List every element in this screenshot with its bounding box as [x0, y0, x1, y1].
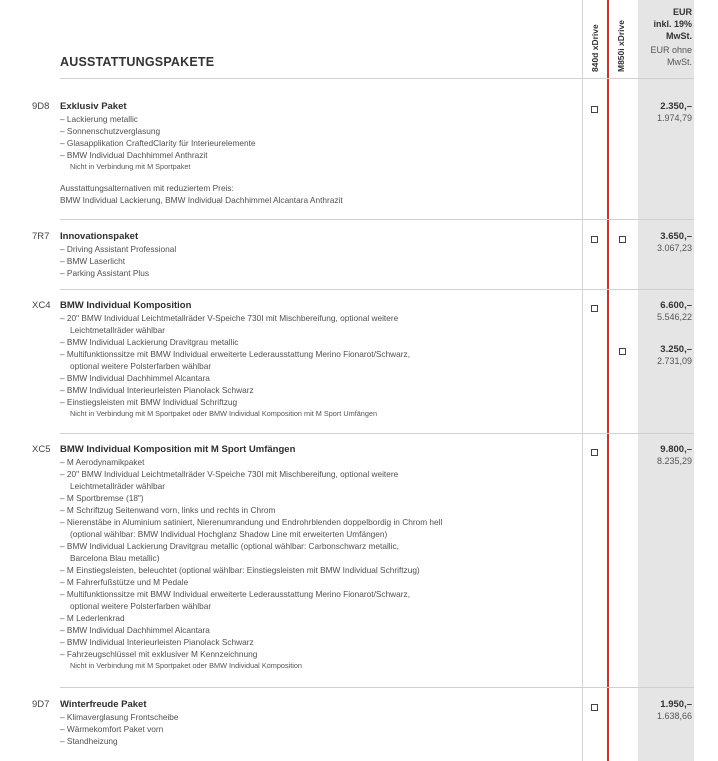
- package-item: – Standheizung: [60, 736, 118, 746]
- price-net: 1.974,79: [656, 113, 692, 123]
- package-item: – BMW Laserlicht: [60, 256, 126, 266]
- package-item: – BMW Individual Dachhimmel Anthrazit: [60, 150, 208, 160]
- package-item: – Parking Assistant Plus: [60, 268, 150, 278]
- price-gross: 1.950,–: [660, 699, 692, 710]
- availability-checkbox-840d: [591, 704, 598, 711]
- price-gross: 6.600,–: [660, 300, 692, 311]
- currency-gross-line2: inkl. 19%: [653, 19, 692, 29]
- package-name: Winterfreude Paket: [60, 699, 147, 710]
- row-divider: [60, 433, 694, 434]
- package-note: Nicht in Verbindung mit M Sportpaket oder BMW Individual Komposition: [70, 661, 302, 670]
- package-item: – Driving Assistant Professional: [60, 244, 177, 254]
- row-divider: [60, 289, 694, 290]
- package-item: – Multifunktionssitze mit BMW Individual erweiterte Lederausstattung Merino Fionarot/Schwarz,: [60, 349, 411, 359]
- column-divider-left: [582, 0, 583, 761]
- package-item: – M Einstiegsleisten, beleuchtet (optional wählbar: Einstiegsleisten mit BMW Individual Schriftzug): [60, 565, 420, 575]
- package-name: Innovationspaket: [60, 231, 139, 242]
- package-item: – Einstiegsleisten mit BMW Individual Schriftzug: [60, 397, 238, 407]
- currency-net-line1: EUR ohne: [650, 45, 692, 55]
- package-item: – Sonnenschutzverglasung: [60, 126, 161, 136]
- package-items: [60, 711, 580, 747]
- package-code: 9D8: [32, 101, 50, 112]
- package-item: – Wärmekomfort Paket vorn: [60, 724, 164, 734]
- package-item: – M Sportbremse (18"): [60, 493, 144, 503]
- column-header-m850i: M850i xDrive: [616, 20, 626, 72]
- package-code: XC4: [32, 300, 51, 311]
- row-divider: [60, 219, 694, 220]
- price-gross: 3.650,–: [660, 231, 692, 242]
- currency-net-line2: MwSt.: [666, 57, 692, 67]
- page-title: AUSSTATTUNGSPAKETE: [60, 55, 215, 69]
- package-item: – BMW Individual Dachhimmel Alcantara: [60, 625, 210, 635]
- availability-checkbox-840d: [591, 236, 598, 243]
- availability-checkbox-m850i: [619, 348, 626, 355]
- currency-gross-line3: MwSt.: [666, 31, 692, 41]
- price-net: 5.546,22: [656, 312, 692, 322]
- package-name: BMW Individual Komposition: [60, 300, 192, 311]
- package-item: Barcelona Blau metallic): [70, 553, 160, 563]
- package-item: – BMW Individual Lackierung Dravitgrau metallic: [60, 337, 239, 347]
- package-item: – Fahrzeugschlüssel mit exklusiver M Kennzeichnung: [60, 649, 258, 659]
- package-item: – Glasapplikation CraftedClarity für Interieurelemente: [60, 138, 256, 148]
- package-code: XC5: [32, 444, 51, 455]
- availability-checkbox-840d: [591, 106, 598, 113]
- package-item: – BMW Individual Dachhimmel Alcantara: [60, 373, 210, 383]
- package-note: Nicht in Verbindung mit M Sportpaket oder BMW Individual Komposition mit M Sport Umfängen: [70, 409, 378, 418]
- package-item: – M Lederlenkrad: [60, 613, 125, 623]
- column-header-840d: 840d xDrive: [590, 24, 600, 72]
- package-name: Exklusiv Paket: [60, 101, 127, 112]
- price-net-m850i: 2.731,09: [656, 356, 692, 366]
- header-rule: [60, 78, 694, 79]
- package-note: Nicht in Verbindung mit M Sportpaket: [70, 162, 191, 171]
- package-code: 7R7: [32, 231, 50, 242]
- availability-checkbox-840d: [591, 305, 598, 312]
- package-item: – BMW Individual Interieurleisten Pianolack Schwarz: [60, 385, 254, 395]
- package-item: – Klimaverglasung Frontscheibe: [60, 712, 179, 722]
- price-gross: 9.800,–: [660, 444, 692, 455]
- package-item: Leichtmetallräder wählbar: [70, 325, 166, 335]
- price-net: 8.235,29: [656, 456, 692, 466]
- price-net: 3.067,23: [656, 243, 692, 253]
- price-gross: 2.350,–: [660, 101, 692, 112]
- package-item: – BMW Individual Lackierung Dravitgrau metallic (optional wählbar: Carbonschwarz metallic,: [60, 541, 399, 551]
- package-item: – Nierenstäbe in Aluminium satiniert, Nierenumrandung und Endrohrblenden doppelbordig in Chrom hell: [60, 517, 443, 527]
- package-item: optional weitere Polsterfarben wählbar: [70, 361, 212, 371]
- availability-checkbox-m850i: [619, 236, 626, 243]
- price-gross-m850i: 3.250,–: [660, 344, 692, 355]
- package-items: [60, 113, 580, 206]
- package-item: – M Schriftzug Seitenwand vorn, links und rechts in Chrom: [60, 505, 276, 515]
- package-item: – 20" BMW Individual Leichtmetallräder V-Speiche 730I mit Mischbereifung, optional weitere: [60, 313, 399, 323]
- row-divider: [60, 687, 694, 688]
- package-items: [60, 243, 580, 279]
- price-net: 1.638,66: [656, 711, 692, 721]
- column-divider-red: [607, 0, 609, 761]
- package-name: BMW Individual Komposition mit M Sport Umfängen: [60, 444, 296, 455]
- package-items: [60, 456, 580, 672]
- package-item: Leichtmetallräder wählbar: [70, 481, 166, 491]
- package-item: – M Aerodynamikpaket: [60, 457, 145, 467]
- package-item: – Multifunktionssitze mit BMW Individual erweiterte Lederausstattung Merino Fionarot/Schwarz,: [60, 589, 411, 599]
- currency-gross-line1: EUR: [672, 7, 692, 17]
- package-code: 9D7: [32, 699, 50, 710]
- package-items: [60, 312, 580, 420]
- package-item: – BMW Individual Interieurleisten Pianolack Schwarz: [60, 637, 254, 647]
- package-item: optional weitere Polsterfarben wählbar: [70, 601, 212, 611]
- package-item: – 20" BMW Individual Leichtmetallräder V-Speiche 730I mit Mischbereifung, optional weitere: [60, 469, 399, 479]
- alternatives-text: BMW Individual Lackierung, BMW Individual Dachhimmel Alcantara Anthrazit: [60, 195, 343, 205]
- package-item: – Lackierung metallic: [60, 114, 138, 124]
- alternatives-title: Ausstattungsalternativen mit reduziertem Preis:: [60, 183, 234, 193]
- package-item: – M Fahrerfußstütze und M Pedale: [60, 577, 189, 587]
- package-item: (optional wählbar: BMW Individual Hochglanz Shadow Line mit erweiterten Umfängen): [70, 529, 388, 539]
- availability-checkbox-840d: [591, 449, 598, 456]
